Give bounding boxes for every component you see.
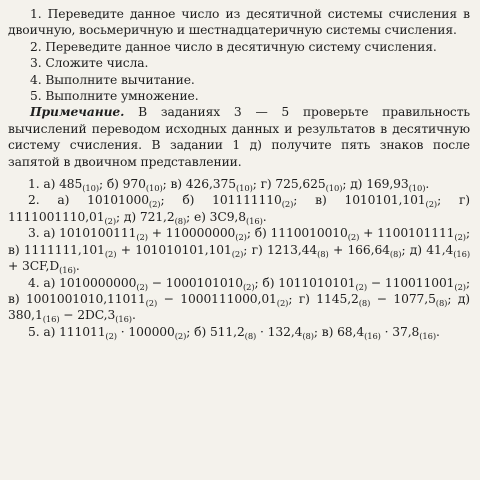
answer-text: . <box>436 324 440 339</box>
answer-text: . <box>75 259 80 274</box>
answer-text: ; в) 1010101,101 <box>293 193 426 208</box>
answer-text: · 132,4 <box>256 324 303 339</box>
answer-text: − 2DC,3 <box>59 308 116 323</box>
base-subscript: (10) <box>408 182 426 193</box>
answer-text: + 166,64 <box>328 242 390 257</box>
base-subscript: (16) <box>59 265 76 276</box>
base-subscript: (2) <box>136 281 148 292</box>
answer-text: . <box>262 209 267 224</box>
answer-text: ; б) 101111110 <box>160 193 282 208</box>
base-subscript: (2) <box>276 297 289 308</box>
base-subscript: (2) <box>104 248 117 259</box>
base-subscript: (10) <box>82 182 100 193</box>
answer-text: 1. а) 485 <box>28 177 83 192</box>
base-subscript: (2) <box>454 281 466 292</box>
answer-text: ; в) 68,4 <box>313 324 365 339</box>
base-subscript: (8) <box>244 330 257 341</box>
answer-1 <box>8 176 470 192</box>
base-subscript: (8) <box>302 330 314 341</box>
answer-text: 2. а) 10101000 <box>28 193 149 208</box>
answer-text: ; б) 511,2 <box>186 324 245 339</box>
answer-text: ; д) 169,93 <box>342 177 409 192</box>
answer-text: ; д) 380,1 <box>8 291 470 323</box>
base-subscript: (16) <box>364 330 381 341</box>
answer-text: . <box>425 177 430 192</box>
answer-text: 5. а) 111011 <box>28 324 106 339</box>
base-subscript: (2) <box>231 248 244 259</box>
base-subscript: (16) <box>453 248 470 259</box>
base-subscript: (8) <box>435 297 448 308</box>
answer-text: ; в) 426,375 <box>162 177 236 192</box>
base-subscript: (10) <box>235 182 253 193</box>
base-subscript: (8) <box>389 248 402 259</box>
answer-text: + 1100101111 <box>359 226 455 241</box>
base-subscript: (2) <box>235 232 247 243</box>
answer-text: ; б) 1110010010 <box>246 226 348 241</box>
answer-text: ; в) 1001001010,11011 <box>8 275 470 306</box>
base-subscript: (16) <box>245 215 263 226</box>
base-subscript: (2) <box>104 215 117 226</box>
base-subscript: (2) <box>145 297 158 308</box>
base-subscript: (2) <box>136 232 148 243</box>
answers-section <box>8 176 470 340</box>
answer-text: − 110011001 <box>367 275 455 290</box>
answer-text: · 37,8 <box>380 324 420 339</box>
answer-text: ; д) 721,2 <box>116 209 175 224</box>
task-4: 4. Выполните вычитание. <box>30 72 195 87</box>
base-subscript: (16) <box>42 314 60 325</box>
answer-text: − 1000101010 <box>147 275 243 290</box>
answer-text: 4. а) 1010000000 <box>28 275 137 290</box>
answer-text: ; г) 725,625 <box>252 177 326 192</box>
base-subscript: (2) <box>174 330 187 341</box>
note-text: В заданиях 3 — 5 проверьте правильность вычислений переводом исходных данных и результатов в десятичную систему счисления. В задании 1 д) получите пять знаков после запятой в двоичном представлении. <box>8 105 470 169</box>
base-subscript: (2) <box>347 232 360 243</box>
base-subscript: (16) <box>115 314 132 325</box>
answer-text: − 1077,5 <box>370 291 436 306</box>
note-paragraph <box>8 104 470 170</box>
answer-text: ; е) 3C9,8 <box>186 209 246 224</box>
base-subscript: (8) <box>358 297 371 308</box>
answer-text: ; в) 1111111,101 <box>8 226 470 257</box>
task-2: 2. Переведите данное число в десятичную систему счисления. <box>30 39 437 54</box>
base-subscript: (10) <box>325 182 343 193</box>
answer-text: ; б) 1011010101 <box>254 275 356 290</box>
answer-text: + 110000000 <box>147 226 236 241</box>
base-subscript: (2) <box>148 199 161 210</box>
base-subscript: (2) <box>454 232 466 243</box>
answer-5 <box>8 324 470 340</box>
answer-3 <box>8 225 470 274</box>
base-subscript: (2) <box>243 281 255 292</box>
base-subscript: (10) <box>145 182 163 193</box>
answer-text: ; г) 1111001110,01 <box>8 193 470 224</box>
base-subscript: (2) <box>281 199 294 210</box>
answer-text: − 1000111000,01 <box>157 291 277 306</box>
task-5: 5. Выполните умножение. <box>30 89 199 104</box>
base-subscript: (16) <box>419 330 437 341</box>
base-subscript: (8) <box>174 215 187 226</box>
answer-4 <box>8 275 470 324</box>
answer-text: ; б) 970 <box>99 177 146 192</box>
answer-text: ; г) 1145,2 <box>288 291 359 306</box>
task-1: 1. Переведите данное число из десятичной системы счисления в двоичную, восьмеричную и шестнадцатеричную системы счисления. <box>8 7 470 38</box>
answer-text: + 3CF,D <box>8 259 60 274</box>
answer-text: . <box>131 308 136 323</box>
answer-text: 3. а) 1010100111 <box>28 226 137 241</box>
answer-text: ; г) 1213,44 <box>243 242 318 257</box>
answer-2 <box>8 192 470 225</box>
answer-text: ; д) 41,4 <box>401 242 454 257</box>
base-subscript: (2) <box>105 330 117 341</box>
note-title: Примечание. <box>30 104 125 120</box>
answer-text: · 100000 <box>116 324 175 339</box>
answer-text: + 101010101,101 <box>116 242 232 257</box>
task-3: 3. Сложите числа. <box>30 56 149 71</box>
base-subscript: (2) <box>355 281 368 292</box>
base-subscript: (8) <box>317 248 329 259</box>
base-subscript: (2) <box>425 199 438 210</box>
